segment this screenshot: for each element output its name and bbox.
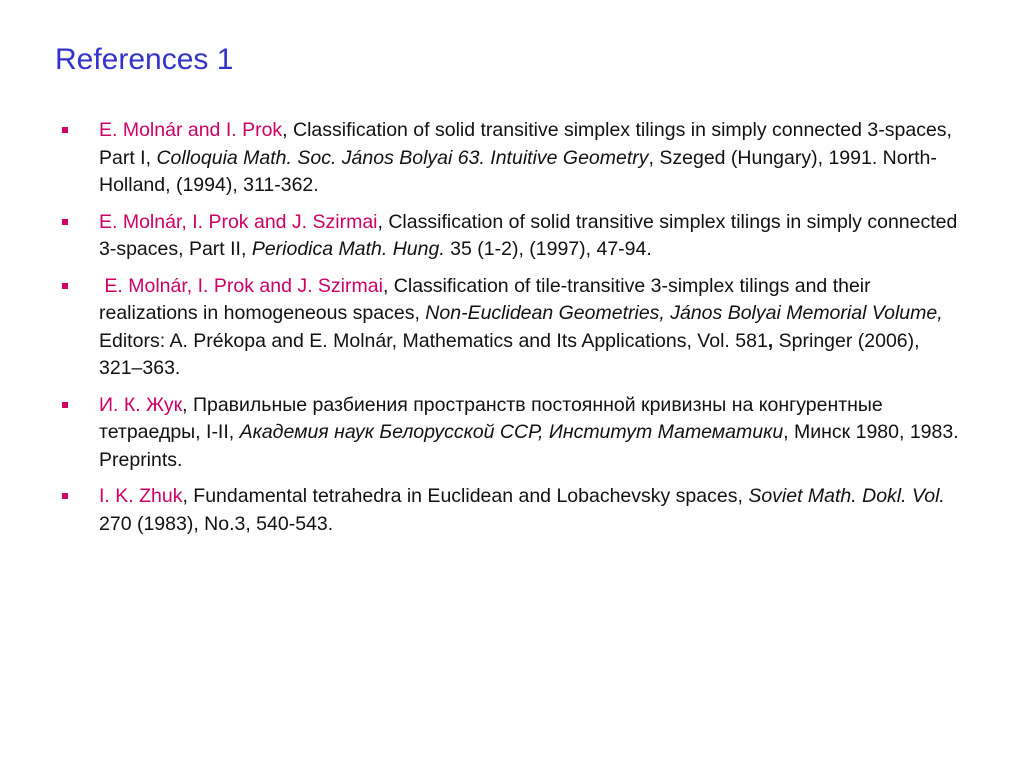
reference-details: 270 (1983), No.3, 540-543. xyxy=(99,512,334,535)
reference-details: Editors: A. Prékopa and E. Molnár, Mathematics and Its Applications, Vol. 581 xyxy=(99,329,768,352)
reference-item xyxy=(60,117,965,200)
square-bullet-icon xyxy=(62,402,68,408)
reference-authors: И. К. Жук xyxy=(99,393,183,416)
square-bullet-icon xyxy=(62,219,68,225)
reference-venue: Periodica Math. Hung. xyxy=(251,238,445,260)
reference-venue: Colloquia Math. Soc. János Bolyai 63. Intuitive Geometry xyxy=(156,146,649,169)
square-bullet-icon xyxy=(62,127,68,133)
reference-item xyxy=(60,209,965,264)
reference-text: , Fundamental tetrahedra in Euclidean and Lobachevsky spaces, xyxy=(182,485,749,507)
reference-details: , Szeged (Hungary), 1991. North-Holland, (1994), 311-362. xyxy=(99,146,937,196)
reference-text: , Правильные разбиения пространств постоянной кривизны на конгурентные тетраедры, I-II, xyxy=(99,393,883,443)
reference-venue: Soviet Math. Dokl. Vol. xyxy=(748,485,945,507)
reference-list xyxy=(60,117,965,547)
square-bullet-icon xyxy=(62,283,68,289)
slide-title: References 1 xyxy=(55,43,234,76)
reference-item xyxy=(60,483,965,538)
reference-comma: , xyxy=(767,329,774,352)
reference-authors: E. Molnár, I. Prok and J. Szirmai xyxy=(99,274,383,297)
reference-venue: Академия наук Белорусской ССР, Институт Математики xyxy=(239,421,784,443)
reference-text: , Classification of solid transitive simplex tilings in simply connected 3-spaces, Part I, xyxy=(99,119,952,169)
reference-publisher: Springer (2006), 321–363. xyxy=(99,329,920,379)
square-bullet-icon xyxy=(62,493,68,499)
reference-authors: E. Molnár, I. Prok and J. Szirmai xyxy=(99,210,378,233)
reference-details: 35 (1-2), (1997), 47-94. xyxy=(444,238,652,260)
reference-authors: I. K. Zhuk xyxy=(99,485,183,507)
reference-text: , Classification of solid transitive simplex tilings in simply connected 3-spaces, Part II, xyxy=(99,210,958,260)
reference-item xyxy=(60,392,965,475)
reference-venue: Non-Euclidean Geometries, János Bolyai Memorial Volume, xyxy=(425,302,943,324)
reference-authors: E. Molnár and I. Prok xyxy=(99,119,283,141)
reference-item xyxy=(60,273,965,383)
reference-details: , Минск 1980, 1983. Preprints. xyxy=(99,421,959,471)
reference-text: , Classification of tile-transitive 3-simplex tilings and their realizations in homogeneous spaces, xyxy=(99,274,871,324)
